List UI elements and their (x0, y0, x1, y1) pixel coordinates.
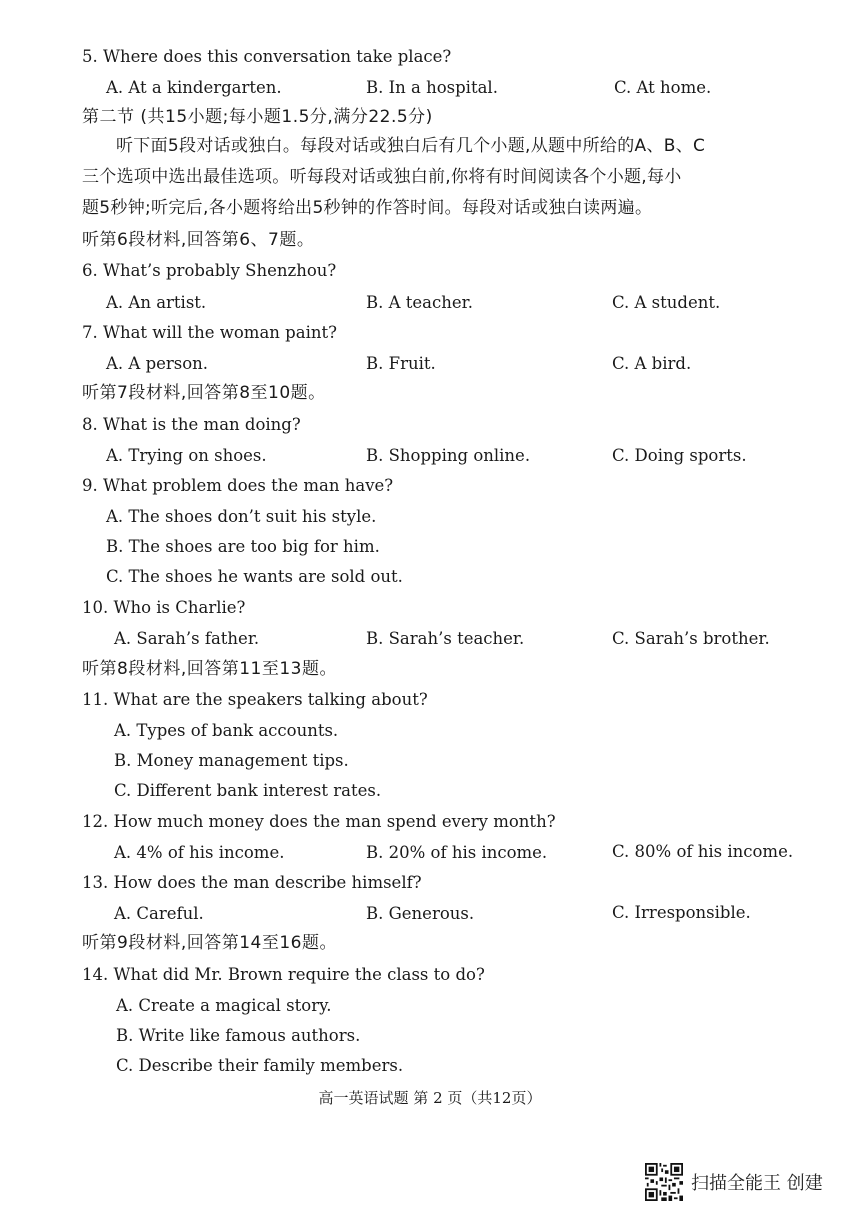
question-5-option-c: C. At home. (614, 78, 712, 97)
question-6-option-c: C. A student. (612, 293, 721, 312)
question-7-option-b: B. Fruit. (366, 354, 436, 373)
question-8-option-a: A. Trying on shoes. (106, 446, 267, 465)
material-8-heading: 听第8段材料,回答第11至13题。 (82, 659, 337, 679)
section-2-heading: 第二节 (共15小题;每小题1.5分,满分22.5分) (82, 107, 433, 127)
question-13-option-c: C. Irresponsible. (612, 903, 751, 922)
question-14-stem: 14. What did Mr. Brown require the class to do? (82, 965, 485, 984)
question-13-option-a: A. Careful. (114, 904, 204, 923)
question-5-option-b: B. In a hospital. (366, 78, 498, 97)
question-9-option-a: A. The shoes don’t suit his style. (106, 507, 377, 526)
question-13-option-b: B. Generous. (366, 904, 475, 923)
qr-code-icon (645, 1163, 683, 1201)
question-8-option-c: C. Doing sports. (612, 446, 747, 465)
question-12-option-c: C. 80% of his income. (612, 842, 794, 861)
instruction-line-1: 听下面5段对话或独白。每段对话或独白后有几个小题,从题中所给的A、B、C (116, 136, 706, 156)
question-6-option-a: A. An artist. (106, 293, 207, 312)
scanner-watermark (645, 1163, 823, 1201)
material-6-heading: 听第6段材料,回答第6、7题。 (82, 230, 315, 250)
question-10-option-c: C. Sarah’s brother. (612, 629, 770, 648)
question-6-option-b: B. A teacher. (366, 293, 473, 312)
material-9-heading: 听第9段材料,回答第14至16题。 (82, 933, 337, 953)
question-9-option-b: B. The shoes are too big for him. (106, 537, 380, 556)
question-10-option-a: A. Sarah’s father. (114, 629, 260, 648)
page-footer: 高一英语试题 第 2 页（共12页） (318, 1089, 542, 1107)
question-7-stem: 7. What will the woman paint? (82, 323, 337, 342)
question-14-option-a: A. Create a magical story. (116, 996, 332, 1015)
question-13-stem: 13. How does the man describe himself? (82, 873, 422, 892)
question-9-option-c: C. The shoes he wants are sold out. (106, 567, 403, 586)
question-9-stem: 9. What problem does the man have? (82, 476, 394, 495)
question-12-option-a: A. 4% of his income. (114, 843, 285, 862)
question-7-option-c: C. A bird. (612, 354, 692, 373)
question-11-option-c: C. Different bank interest rates. (114, 781, 382, 800)
question-7-option-a: A. A person. (106, 354, 209, 373)
question-12-stem: 12. How much money does the man spend every month? (82, 812, 556, 831)
question-10-stem: 10. Who is Charlie? (82, 598, 246, 617)
question-10-option-b: B. Sarah’s teacher. (366, 629, 525, 648)
question-14-option-c: C. Describe their family members. (116, 1056, 404, 1075)
question-11-stem: 11. What are the speakers talking about? (82, 690, 428, 709)
instruction-line-2: 三个选项中选出最佳选项。听每段对话或独白前,你将有时间阅读各个小题,每小 (82, 167, 682, 187)
material-7-heading: 听第7段材料,回答第8至10题。 (82, 383, 326, 403)
scanner-watermark-text: 扫描全能王 创建 (691, 1173, 823, 1194)
question-11-option-a: A. Types of bank accounts. (114, 721, 339, 740)
question-8-option-b: B. Shopping online. (366, 446, 531, 465)
question-6-stem: 6. What’s probably Shenzhou? (82, 261, 337, 280)
question-12-option-b: B. 20% of his income. (366, 843, 548, 862)
question-8-stem: 8. What is the man doing? (82, 415, 301, 434)
question-11-option-b: B. Money management tips. (114, 751, 349, 770)
question-5-option-a: A. At a kindergarten. (106, 78, 282, 97)
section-2-instructions (82, 131, 812, 224)
question-5-stem: 5. Where does this conversation take place? (82, 47, 452, 66)
question-14-option-b: B. Write like famous authors. (116, 1026, 361, 1045)
instruction-line-3: 题5秒钟;听完后,各小题将给出5秒钟的作答时间。每段对话或独白读两遍。 (82, 198, 653, 218)
